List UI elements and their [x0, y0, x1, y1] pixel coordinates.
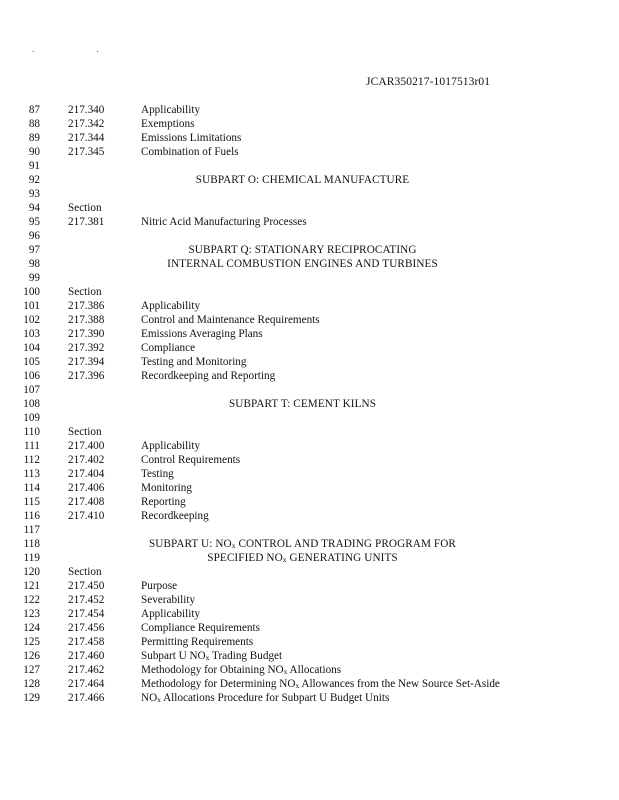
line-number: 126: [23, 650, 40, 662]
line-number: 113: [23, 468, 40, 480]
subpart-heading: SUBPART T: CEMENT KILNS: [228, 398, 377, 410]
line-number: 123: [23, 608, 40, 620]
line-number: 105: [23, 356, 40, 368]
section-title: Applicability: [141, 440, 201, 452]
section-title: Control and Maintenance Requirements: [141, 314, 320, 326]
section-title: Reporting: [141, 496, 186, 508]
subscript: x: [282, 555, 287, 564]
document-line: [0, 495, 619, 509]
line-number: 92: [28, 174, 40, 186]
document-line: [0, 607, 619, 621]
line-number: 114: [23, 482, 40, 494]
document-line: [0, 187, 619, 201]
document-line: [0, 341, 619, 355]
document-line: [0, 677, 619, 691]
section-number: 217.392: [68, 342, 105, 354]
section-title: Purpose: [141, 580, 178, 592]
section-number: 217.340: [68, 104, 105, 116]
document-line: [0, 201, 619, 215]
line-number: 121: [23, 580, 40, 592]
document-line: [0, 621, 619, 635]
section-title: Recordkeeping and Reporting: [141, 370, 276, 382]
corner-marks: . .: [32, 44, 129, 54]
section-title: Severability: [141, 594, 196, 606]
section-number: Section: [68, 566, 102, 578]
section-number: 217.458: [68, 636, 105, 648]
subscript: x: [157, 695, 161, 704]
document-line: [0, 299, 619, 313]
section-title: Control Requirements: [141, 454, 241, 466]
line-number: 128: [23, 678, 40, 690]
document-line: [0, 243, 619, 257]
section-number: 217.402: [68, 454, 105, 466]
document-line: [0, 145, 619, 159]
subpart-heading: SUBPART O: CHEMICAL MANUFACTURE: [195, 174, 410, 186]
document-line: [0, 509, 619, 523]
line-number: 117: [23, 524, 40, 536]
line-number: 91: [28, 160, 40, 172]
document-line: [0, 663, 619, 677]
section-title: Exemptions: [141, 118, 195, 130]
document-line: [0, 649, 619, 663]
section-title: Recordkeeping: [141, 510, 209, 522]
line-number: 90: [28, 146, 40, 158]
line-number: 124: [23, 622, 40, 634]
section-title: Applicability: [141, 608, 201, 620]
section-number: 217.345: [68, 146, 105, 158]
line-number: 95: [28, 216, 40, 228]
section-number: 217.408: [68, 496, 105, 508]
document-line: [0, 481, 619, 495]
document-line: [0, 453, 619, 467]
section-title: Subpart U $NO_x$ Trading Budget: [141, 650, 283, 662]
line-number: 115: [23, 496, 40, 508]
section-title: Applicability: [141, 104, 201, 116]
line-number: 110: [23, 426, 40, 438]
section-number: 217.462: [68, 664, 105, 676]
document-line: [0, 285, 619, 299]
section-number: 217.460: [68, 650, 105, 662]
section-title: Testing: [141, 468, 174, 480]
section-title: Testing and Monitoring: [141, 356, 247, 368]
line-number: 94: [28, 202, 40, 214]
section-title: Nitric Acid Manufacturing Processes: [141, 216, 307, 228]
line-number: 109: [23, 412, 40, 424]
section-number: 217.344: [68, 132, 105, 144]
subscript: x: [231, 541, 236, 550]
document-line: [0, 271, 619, 285]
section-title: Permitting Requirements: [141, 636, 254, 648]
document-line: [0, 131, 619, 145]
subscript: x: [205, 653, 210, 662]
line-number: 98: [28, 258, 40, 270]
section-number: 217.464: [68, 678, 105, 690]
section-number: 217.390: [68, 328, 105, 340]
document-line: [0, 313, 619, 327]
document-line: [0, 551, 619, 565]
document-line: [0, 397, 619, 411]
line-number: 97: [28, 244, 40, 256]
line-number: 93: [28, 188, 40, 200]
line-number: 108: [23, 398, 40, 410]
subpart-heading: SUBPART Q: STATIONARY RECIPROCATING: [188, 244, 417, 256]
document-line: [0, 229, 619, 243]
document-line: [0, 327, 619, 341]
subscript: x: [295, 681, 300, 690]
subpart-heading: INTERNAL COMBUSTION ENGINES AND TURBINES: [167, 258, 438, 270]
section-title: Emissions Averaging Plans: [141, 328, 263, 340]
document-line: [0, 425, 619, 439]
subpart-heading: SPECIFIED $NO_x$ GENERATING UNITS: [207, 552, 398, 564]
document-line: [0, 537, 619, 551]
section-number: Section: [68, 286, 102, 298]
section-number: 217.452: [68, 594, 105, 606]
document-line: [0, 117, 619, 131]
document-line: [0, 257, 619, 271]
line-number: 88: [28, 118, 40, 130]
document-line: [0, 523, 619, 537]
section-title: Compliance Requirements: [141, 622, 260, 634]
line-number: 87: [28, 104, 40, 116]
section-title: $NO_x$ Allocations Procedure for Subpart U Budget Units: [141, 692, 390, 704]
line-number: 102: [23, 314, 40, 326]
line-number: 103: [23, 328, 40, 340]
subscript: x: [283, 667, 288, 676]
line-number: 111: [24, 440, 40, 452]
document-line: [0, 579, 619, 593]
document-line: [0, 411, 619, 425]
section-number: 217.406: [68, 482, 105, 494]
section-number: 217.381: [68, 216, 105, 228]
document-line: [0, 467, 619, 481]
section-title: Compliance: [141, 342, 196, 354]
line-number: 101: [23, 300, 40, 312]
line-number: 106: [23, 370, 40, 382]
line-number: 118: [23, 538, 40, 550]
line-number: 122: [23, 594, 40, 606]
line-number: 116: [23, 510, 40, 522]
subpart-heading: SUBPART U: $NO_x$ CONTROL AND TRADING PROGRAM FOR: [148, 538, 456, 550]
section-number: 217.388: [68, 314, 105, 326]
section-title: Combination of Fuels: [141, 146, 239, 158]
section-number: Section: [68, 426, 102, 438]
section-number: 217.450: [68, 580, 105, 592]
line-number: 127: [23, 664, 40, 676]
document-line: [0, 383, 619, 397]
section-number: 217.410: [68, 510, 105, 522]
document-id: JCAR350217-1017513r01: [366, 76, 491, 88]
document-line: [0, 215, 619, 229]
line-number: 96: [28, 230, 40, 242]
line-number: 89: [28, 132, 40, 144]
section-title: Monitoring: [141, 482, 192, 494]
line-number: 104: [23, 342, 40, 354]
section-number: 217.404: [68, 468, 105, 480]
section-number: 217.466: [68, 692, 105, 704]
section-number: 217.400: [68, 440, 105, 452]
section-title: Applicability: [141, 300, 201, 312]
section-number: 217.342: [68, 118, 105, 130]
line-number: 99: [28, 272, 40, 284]
line-number: 119: [23, 552, 40, 564]
numbered-lines: [0, 103, 619, 705]
line-number: 107: [23, 384, 40, 396]
line-number: 129: [23, 692, 40, 704]
section-number: Section: [68, 202, 102, 214]
line-number: 125: [23, 636, 40, 648]
document-line: [0, 565, 619, 579]
section-number: 217.394: [68, 356, 105, 368]
section-number: 217.456: [68, 622, 105, 634]
document-line: [0, 355, 619, 369]
document-line: [0, 439, 619, 453]
line-number: 120: [23, 566, 40, 578]
section-title: Methodology for Determining $NO_x$ Allowances from the New Source Set-Aside: [141, 678, 500, 690]
document-line: [0, 173, 619, 187]
section-number: 217.386: [68, 300, 105, 312]
document-line: [0, 635, 619, 649]
document-line: [0, 691, 619, 705]
document-line: [0, 369, 619, 383]
line-number: 100: [23, 286, 40, 298]
section-title: Methodology for Obtaining $NO_x$ Allocations: [141, 664, 342, 676]
document-line: [0, 593, 619, 607]
section-number: 217.396: [68, 370, 105, 382]
section-title: Emissions Limitations: [141, 132, 242, 144]
section-number: 217.454: [68, 608, 105, 620]
line-number: 112: [23, 454, 40, 466]
document-line: [0, 103, 619, 117]
document-line: [0, 159, 619, 173]
